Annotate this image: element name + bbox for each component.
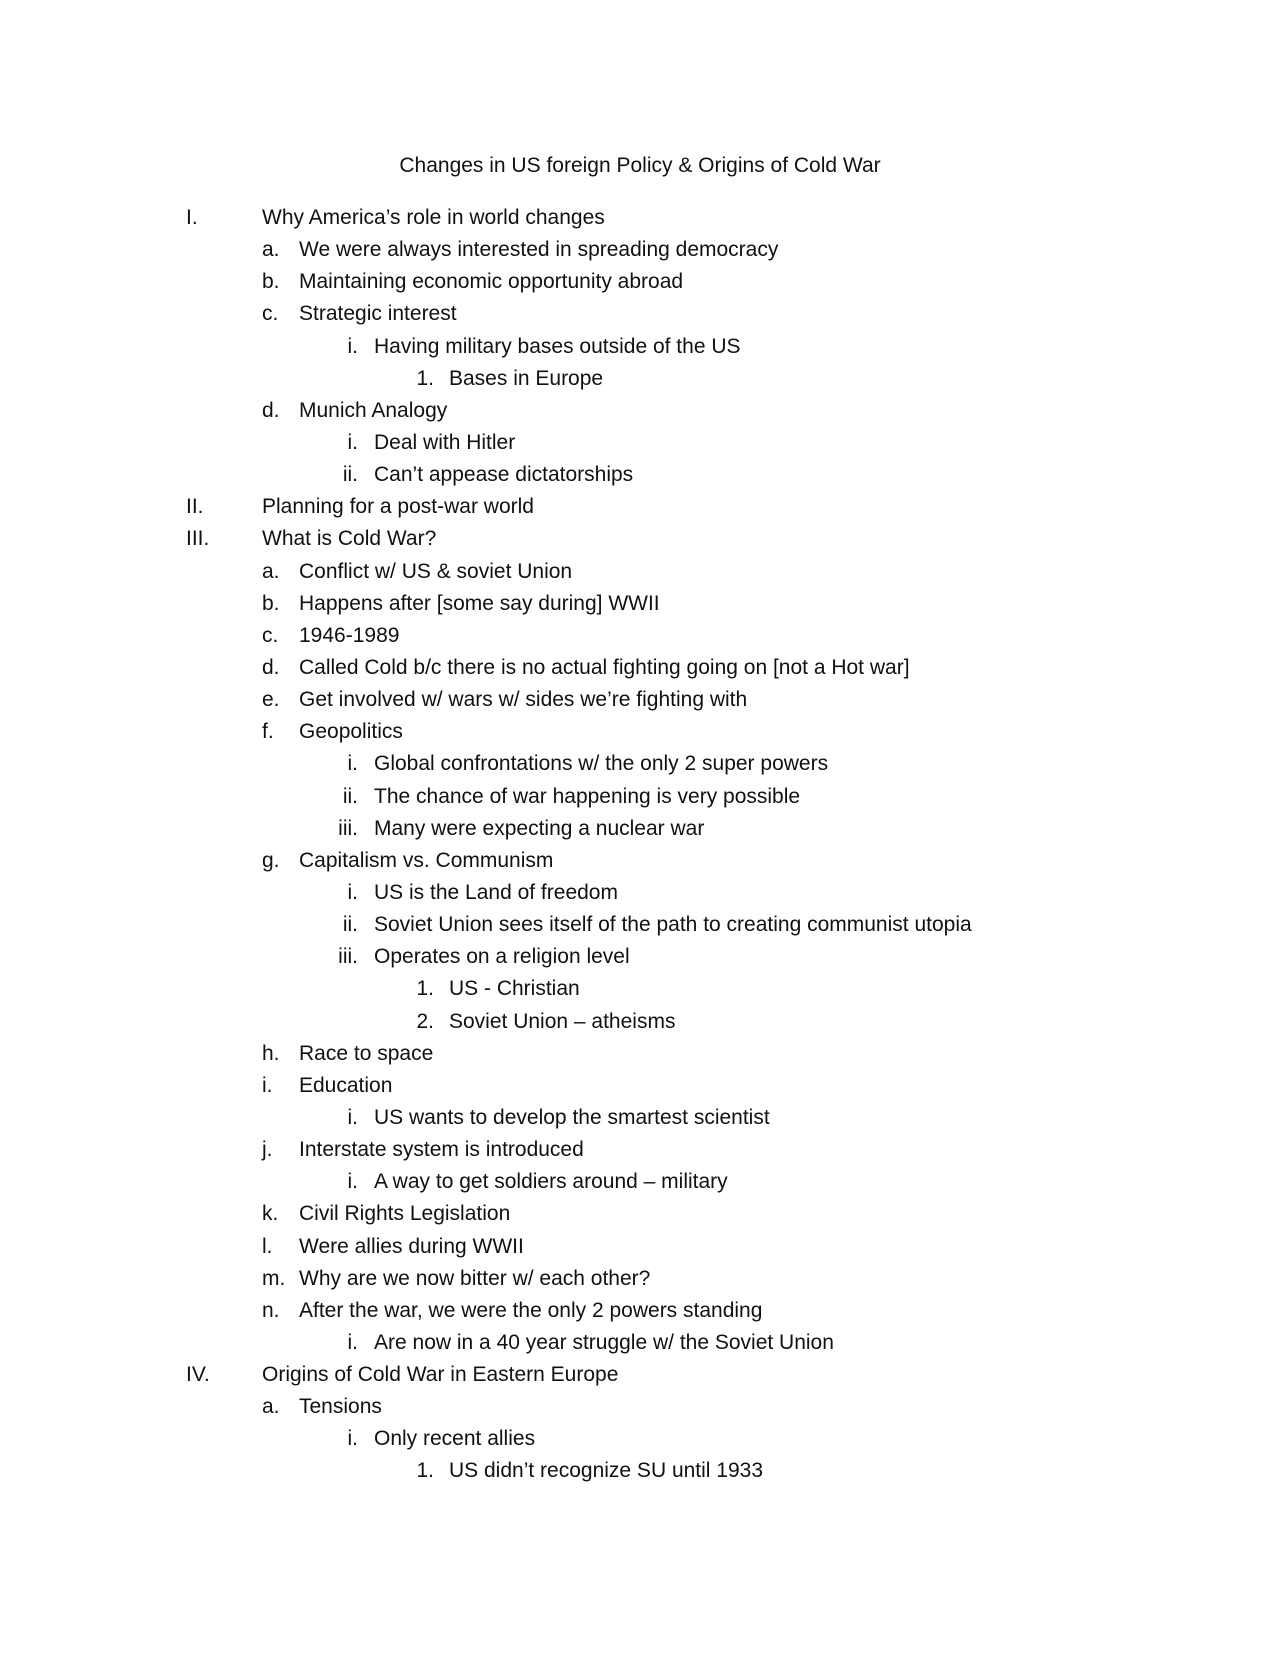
outline-item-level-3 — [0, 941, 1280, 973]
outline-item-text: We were always interested in spreading democracy — [299, 238, 779, 262]
outline-item-marker: 2. — [416, 1009, 434, 1033]
outline-item-marker: i. — [347, 1105, 358, 1129]
outline-item-marker: i. — [347, 1427, 358, 1451]
outline-item-text: Can’t appease dictatorships — [374, 463, 634, 487]
outline-item-marker: i. — [347, 880, 358, 904]
outline-item-text: Were allies during WWII — [299, 1234, 524, 1258]
outline-item-text: Why America’s role in world changes — [262, 206, 605, 229]
outline-item-text: Called Cold b/c there is no actual fighting going on [not a Hot war] — [299, 655, 910, 679]
outline-item-text: Education — [299, 1073, 393, 1097]
outline-item-level-2 — [0, 716, 1280, 748]
outline-item-marker: k. — [262, 1202, 279, 1226]
outline-item-marker: II. — [186, 495, 204, 519]
outline-item-level-4 — [0, 973, 1280, 1005]
outline-item-marker: I. — [186, 206, 198, 229]
outline-item-level-2 — [0, 588, 1280, 620]
outline-item-marker: ii. — [342, 463, 358, 487]
outline-item-text: Capitalism vs. Communism — [299, 848, 554, 872]
outline-item-level-4 — [0, 363, 1280, 395]
outline-item-text: Tensions — [299, 1395, 382, 1419]
outline-item-level-2 — [0, 684, 1280, 716]
outline-item-text: Are now in a 40 year struggle w/ the Soviet Union — [374, 1330, 834, 1354]
outline-item-text: US - Christian — [449, 977, 580, 1001]
outline-item-marker: 1. — [416, 977, 434, 1001]
outline-item-text: Operates on a religion level — [374, 945, 630, 969]
outline-item-text: Why are we now bitter w/ each other? — [299, 1266, 651, 1290]
outline-item-text: Race to space — [299, 1041, 434, 1065]
outline-item-marker: g. — [262, 848, 280, 872]
outline-item-text: Having military bases outside of the US — [374, 334, 741, 358]
outline-item-text: After the war, we were the only 2 powers standing — [299, 1298, 763, 1322]
outline-item-level-3 — [0, 459, 1280, 491]
outline-item-text: US is the Land of freedom — [374, 880, 618, 904]
outline-item-level-2 — [0, 234, 1280, 266]
outline-item-level-2 — [0, 845, 1280, 877]
outline-item-marker: b. — [262, 270, 280, 294]
outline-item-text: A way to get soldiers around – military — [374, 1170, 728, 1194]
outline-item-level-2 — [0, 620, 1280, 652]
outline-item-marker: i. — [347, 1330, 358, 1354]
document-title: Changes in US foreign Policy & Origins of Cold War — [399, 154, 881, 177]
outline-item-text: Only recent allies — [374, 1427, 536, 1451]
outline-item-text: Global confrontations w/ the only 2 super powers — [374, 752, 829, 776]
outline-item-level-2 — [0, 1295, 1280, 1327]
outline-item-marker: iii. — [338, 945, 358, 969]
outline-item-marker: f. — [262, 720, 274, 744]
outline-item-text: Get involved w/ wars w/ sides we’re fighting with — [299, 688, 748, 712]
outline-item-level-2 — [0, 1391, 1280, 1423]
outline-item-level-3 — [0, 813, 1280, 845]
outline-item-level-2 — [0, 1070, 1280, 1102]
outline-item-level-1 — [0, 1359, 1280, 1391]
outline-item-marker: iii. — [338, 816, 358, 840]
outline-item-marker: III. — [186, 527, 210, 551]
outline-item-text: Conflict w/ US & soviet Union — [299, 559, 573, 583]
outline-item-level-3 — [0, 748, 1280, 780]
outline-item-text: Soviet Union sees itself of the path to creating communist utopia — [374, 913, 972, 937]
outline-item-level-2 — [0, 1263, 1280, 1295]
outline-item-marker: i. — [347, 430, 358, 454]
outline-item-marker: j. — [262, 1138, 273, 1162]
outline-item-marker: ii. — [342, 784, 358, 808]
outline-item-marker: b. — [262, 591, 280, 615]
outline-item-level-1 — [0, 491, 1280, 523]
outline-item-marker: c. — [262, 302, 279, 326]
outline-item-level-3 — [0, 427, 1280, 459]
outline-item-marker: 1. — [416, 1459, 434, 1483]
outline-item-level-1 — [0, 523, 1280, 555]
outline-item-level-3 — [0, 781, 1280, 813]
outline-item-text: US didn’t recognize SU until 1933 — [449, 1459, 764, 1483]
outline-item-marker: d. — [262, 398, 280, 422]
outline-item-text: What is Cold War? — [262, 527, 437, 551]
outline-item-level-2 — [0, 298, 1280, 330]
outline-item-level-4 — [0, 1006, 1280, 1038]
outline-item-marker: d. — [262, 655, 280, 679]
outline-item-marker: ii. — [342, 913, 358, 937]
outline-item-level-2 — [0, 556, 1280, 588]
outline-item-text: Interstate system is introduced — [299, 1138, 584, 1162]
outline-item-level-2 — [0, 395, 1280, 427]
outline-item-level-2 — [0, 1198, 1280, 1230]
outline-item-marker: c. — [262, 623, 279, 647]
outline-item-marker: i. — [347, 1170, 358, 1194]
outline-item-text: Planning for a post-war world — [262, 495, 534, 519]
outline-item-marker: 1. — [416, 366, 434, 390]
outline-item-level-3 — [0, 909, 1280, 941]
outline-item-text: Happens after [some say during] WWII — [299, 591, 660, 615]
outline-item-text: Origins of Cold War in Eastern Europe — [262, 1363, 619, 1387]
outline-item-level-3 — [0, 1166, 1280, 1198]
outline-item-level-3 — [0, 331, 1280, 363]
outline-item-marker: i. — [347, 752, 358, 776]
outline-item-text: Munich Analogy — [299, 398, 448, 422]
outline-item-text: Deal with Hitler — [374, 430, 516, 454]
outline-item-level-2 — [0, 266, 1280, 298]
outline-item-level-3 — [0, 1327, 1280, 1359]
outline-list — [0, 202, 1280, 1488]
outline-item-marker: i. — [347, 334, 358, 358]
outline-item-text: The chance of war happening is very possible — [374, 784, 801, 808]
outline-item-level-1 — [0, 202, 1280, 234]
outline-item-text: Soviet Union – atheisms — [449, 1009, 676, 1033]
outline-item-level-3 — [0, 877, 1280, 909]
outline-item-marker: e. — [262, 688, 280, 712]
outline-item-level-2 — [0, 652, 1280, 684]
outline-item-level-2 — [0, 1038, 1280, 1070]
outline-item-marker: IV. — [186, 1363, 210, 1387]
outline-item-marker: n. — [262, 1298, 280, 1322]
outline-item-text: Maintaining economic opportunity abroad — [299, 270, 684, 294]
outline-item-text: 1946-1989 — [299, 623, 400, 647]
outline-item-marker: a. — [262, 1395, 280, 1419]
outline-item-text: Bases in Europe — [449, 366, 604, 390]
outline-item-level-4 — [0, 1455, 1280, 1487]
outline-item-level-3 — [0, 1423, 1280, 1455]
outline-item-text: Civil Rights Legislation — [299, 1202, 511, 1226]
outline-item-marker: m. — [262, 1266, 286, 1290]
outline-item-level-2 — [0, 1134, 1280, 1166]
outline-item-text: Many were expecting a nuclear war — [374, 816, 705, 840]
outline-item-marker: a. — [262, 238, 280, 262]
outline-item-text: US wants to develop the smartest scientist — [374, 1105, 770, 1129]
outline-item-text: Geopolitics — [299, 720, 403, 744]
outline-item-level-3 — [0, 1102, 1280, 1134]
outline-item-marker: l. — [262, 1234, 273, 1258]
outline-item-level-2 — [0, 1231, 1280, 1263]
outline-item-marker: a. — [262, 559, 280, 583]
outline-item-text: Strategic interest — [299, 302, 457, 326]
outline-item-marker: i. — [262, 1073, 273, 1097]
outline-item-marker: h. — [262, 1041, 280, 1065]
